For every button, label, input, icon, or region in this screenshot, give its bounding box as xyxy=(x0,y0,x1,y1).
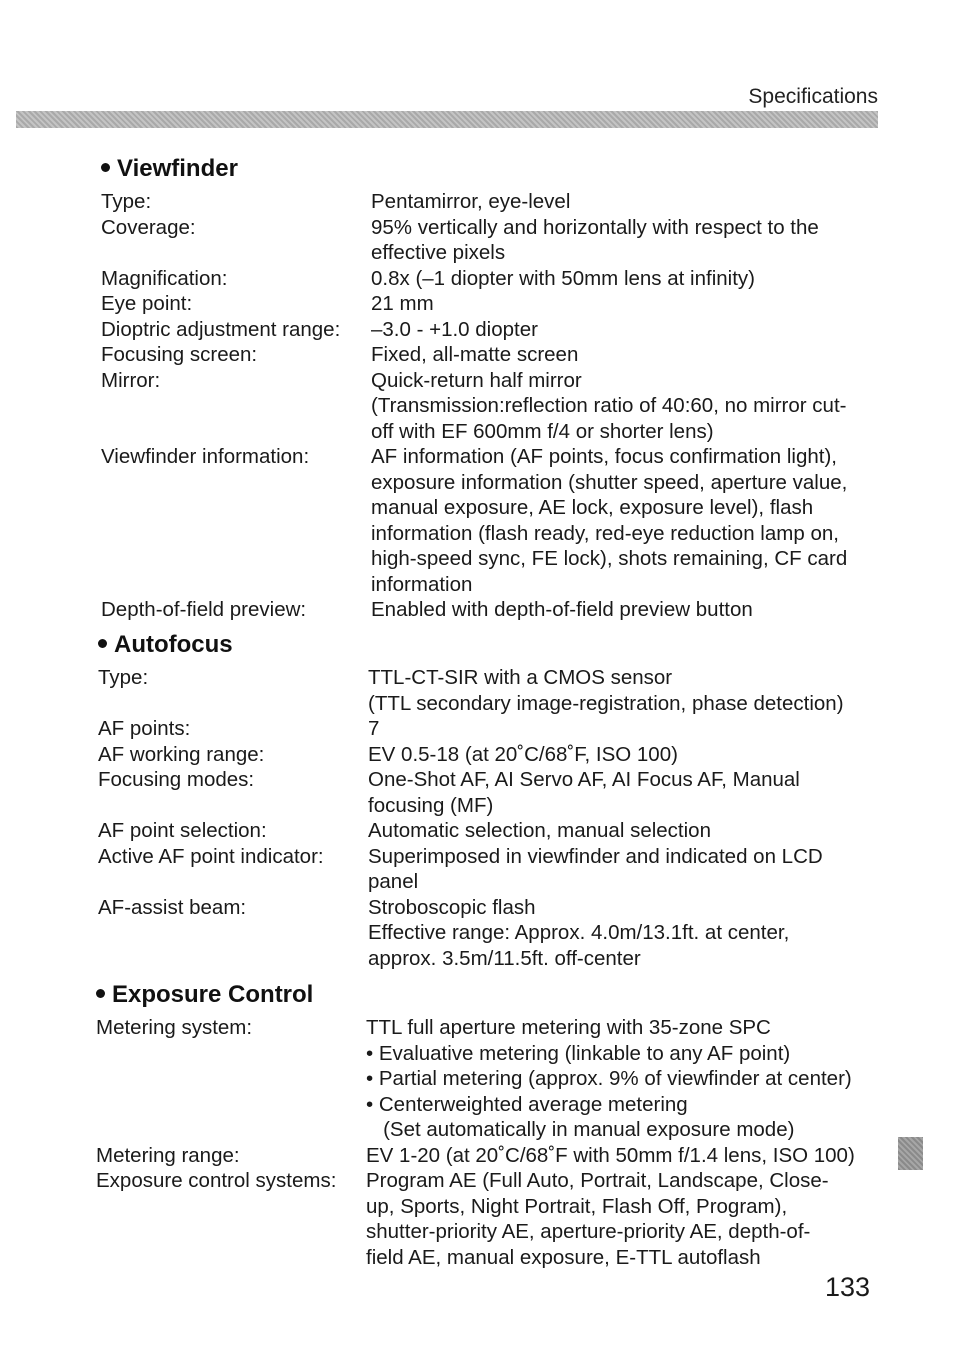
section-autofocus xyxy=(98,631,888,971)
spec-label: AF point selection: xyxy=(98,819,267,842)
spec-row xyxy=(98,895,888,972)
spec-value-line: focusing (MF) xyxy=(368,793,494,817)
spec-row xyxy=(101,368,891,445)
spec-value-line: information (flash ready, red-eye reduction lamp on, xyxy=(371,521,839,545)
bullet-icon xyxy=(98,639,107,648)
spec-label: Depth-of-field preview: xyxy=(101,598,307,621)
spec-row xyxy=(98,716,888,742)
spec-value xyxy=(371,215,891,266)
spec-label: Type: xyxy=(101,190,152,213)
spec-value xyxy=(368,895,888,972)
spec-label: Exposure control systems: xyxy=(96,1169,337,1192)
spec-value xyxy=(366,1015,886,1143)
spec-label: Metering system: xyxy=(96,1016,253,1039)
spec-value-line: manual exposure, AE lock, exposure level), flash xyxy=(371,496,814,519)
spec-value-line: TTL full aperture metering with 35-zone SPC xyxy=(366,1016,771,1039)
spec-row xyxy=(101,266,891,292)
spec-row xyxy=(98,844,888,895)
spec-label: Coverage: xyxy=(101,215,196,239)
section-title: Autofocus xyxy=(98,631,888,659)
spec-label: Active AF point indicator: xyxy=(98,844,324,868)
spec-value-line: (TTL secondary image-registration, phase detection) xyxy=(368,691,844,715)
spec-value-line: –3.0 - +1.0 diopter xyxy=(371,317,538,341)
spec-row xyxy=(98,742,888,768)
spec-value-line: high-speed sync, FE lock), shots remaining, CF card xyxy=(371,547,848,570)
spec-row xyxy=(101,215,891,266)
spec-label: AF-assist beam: xyxy=(98,895,247,919)
spec-value-line: Effective range: Approx. 4.0m/13.1ft. at center, xyxy=(368,921,790,944)
spec-row xyxy=(96,1143,886,1169)
spec-list xyxy=(96,1015,886,1270)
spec-value xyxy=(371,266,891,292)
bullet-icon xyxy=(101,163,110,172)
section-title: Viewfinder xyxy=(101,155,891,183)
spec-value-line: (Transmission:reflection ratio of 40:60, no mirror cut- xyxy=(371,394,847,417)
spec-value-line: AF information (AF points, focus confirmation light), xyxy=(371,445,837,468)
spec-value-line: panel xyxy=(368,870,419,893)
spec-value xyxy=(366,1168,886,1270)
spec-label: Metering range: xyxy=(96,1143,240,1167)
spec-value-line: (Set automatically in manual exposure mode) xyxy=(366,1118,795,1141)
spec-value xyxy=(371,342,891,368)
spec-value-line: Superimposed in viewfinder and indicated on LCD xyxy=(368,844,823,868)
spec-value xyxy=(368,818,888,844)
spec-value-line: field AE, manual exposure, E-TTL autoflash xyxy=(366,1245,761,1269)
spec-value-line: shutter-priority AE, aperture-priority AE, depth-of- xyxy=(366,1220,811,1243)
spec-value xyxy=(368,716,888,742)
page-number: 133 xyxy=(824,1272,870,1302)
spec-label: Viewfinder information: xyxy=(101,445,310,468)
spec-label: Focusing screen: xyxy=(101,343,258,366)
spec-value-line: Quick-return half mirror xyxy=(371,368,582,392)
spec-value-line: information xyxy=(371,572,473,596)
header-rule-bar xyxy=(16,111,878,128)
spec-value-line: • Centerweighted average metering xyxy=(366,1092,688,1116)
spec-row xyxy=(96,1168,886,1270)
spec-value-line: 95% vertically and horizontally with respect to the xyxy=(371,215,819,239)
spec-row xyxy=(101,342,891,368)
spec-value-line: 21 mm xyxy=(371,292,434,315)
spec-label: Dioptric adjustment range: xyxy=(101,317,341,341)
spec-label: Magnification: xyxy=(101,266,228,290)
thumb-index-tab xyxy=(898,1137,923,1170)
spec-value xyxy=(371,444,891,597)
spec-row xyxy=(101,317,891,343)
spec-label: Mirror: xyxy=(101,368,161,392)
spec-row xyxy=(101,291,891,317)
spec-value-line: Stroboscopic flash xyxy=(368,895,536,919)
running-header-title: Specifications xyxy=(748,85,878,108)
spec-row xyxy=(98,818,888,844)
spec-value-line: exposure information (shutter speed, aperture value, xyxy=(371,470,848,494)
spec-value-line: Automatic selection, manual selection xyxy=(368,819,711,842)
spec-value-line: 7 xyxy=(368,717,380,740)
spec-label: AF working range: xyxy=(98,742,265,766)
section-title: Exposure Control xyxy=(96,981,886,1009)
spec-list xyxy=(101,189,891,623)
spec-value xyxy=(368,844,888,895)
spec-value-line: Fixed, all-matte screen xyxy=(371,343,579,366)
spec-label: Focusing modes: xyxy=(98,768,255,791)
spec-value-line: effective pixels xyxy=(371,241,506,264)
spec-row xyxy=(101,444,891,597)
spec-value-line: • Evaluative metering (linkable to any AF point) xyxy=(366,1041,791,1065)
spec-value-line: TTL-CT-SIR with a CMOS sensor xyxy=(368,666,673,689)
section-exposure-control xyxy=(96,981,886,1270)
spec-row xyxy=(101,189,891,215)
spec-row xyxy=(98,767,888,818)
spec-value xyxy=(371,317,891,343)
spec-row xyxy=(101,597,891,623)
spec-value-line: Enabled with depth-of-field preview button xyxy=(371,598,753,621)
bullet-icon xyxy=(96,989,105,998)
spec-value xyxy=(366,1143,886,1169)
spec-value-line: approx. 3.5m/11.5ft. off-center xyxy=(368,946,641,970)
spec-value-line: EV 1-20 (at 20˚C/68˚F with 50mm f/1.4 lens, ISO 100) xyxy=(366,1143,855,1167)
spec-label: Type: xyxy=(98,666,149,689)
spec-value-line: EV 0.5-18 (at 20˚C/68˚F, ISO 100) xyxy=(368,742,678,766)
spec-value-line: • Partial metering (approx. 9% of viewfinder at center) xyxy=(366,1067,852,1090)
spec-value-line: up, Sports, Night Portrait, Flash Off, Program), xyxy=(366,1194,788,1218)
section-viewfinder xyxy=(101,155,891,623)
spec-value xyxy=(371,597,891,623)
spec-value xyxy=(371,291,891,317)
spec-value xyxy=(371,189,891,215)
spec-label: Eye point: xyxy=(101,292,193,315)
spec-value-line: Program AE (Full Auto, Portrait, Landscape, Close- xyxy=(366,1169,829,1192)
spec-value xyxy=(368,742,888,768)
spec-value xyxy=(368,767,888,818)
spec-value xyxy=(371,368,891,445)
spec-label: AF points: xyxy=(98,717,191,740)
spec-value xyxy=(368,665,888,716)
spec-row xyxy=(96,1015,886,1143)
spec-value-line: One-Shot AF, AI Servo AF, AI Focus AF, Manual xyxy=(368,768,800,791)
spec-value-line: off with EF 600mm f/4 or shorter lens) xyxy=(371,419,714,443)
spec-value-line: 0.8x (–1 diopter with 50mm lens at infinity) xyxy=(371,266,755,290)
spec-value-line: Pentamirror, eye-level xyxy=(371,190,571,213)
spec-list xyxy=(98,665,888,971)
spec-row xyxy=(98,665,888,716)
